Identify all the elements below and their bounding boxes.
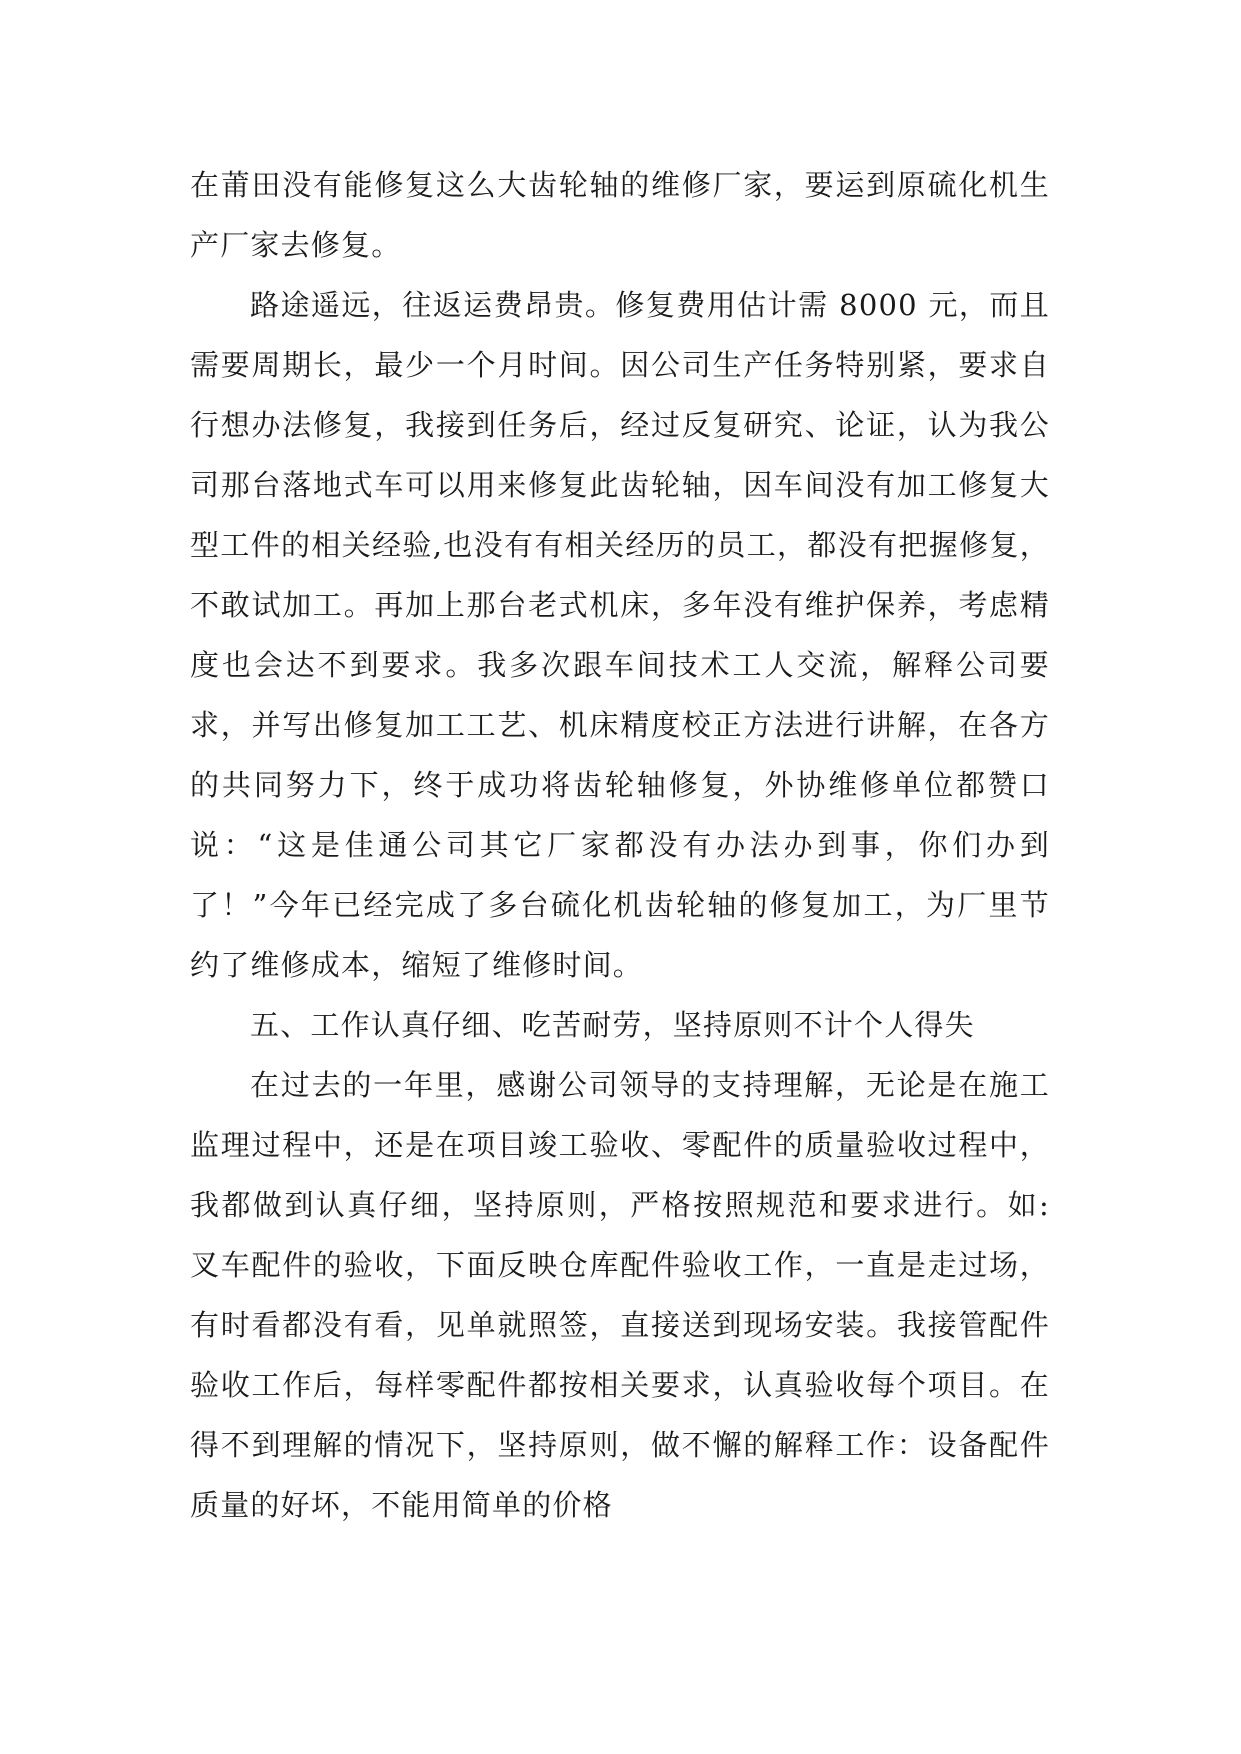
document-body: [190, 155, 1050, 1535]
paragraph-parts-inspection: 在过去的一年里，感谢公司领导的支持理解，无论是在施工监理过程中，还是在项目竣工验收、零配件的质量验收过程中，我都做到认真仔细，坚持原则，严格按照规范和要求进行。如: 叉车配件的验收，下面反映仓库配件验收工作，一直是走过场，有时看都没有看，见单就照签，直接送到现场安装。我接管配件验收工作后，每样零配件都按相关要求，认真验收每个项目。在得不到理解的情况下，坚持原则，做不懈的解释工作：设备配件质量的好坏，不能用简单的价格: [190, 1068, 1050, 1522]
paragraph-gear-shaft-repair: 路途遥远，往返运费昂贵。修复费用估计需 8000 元，而且需要周期长，最少一个月时间。因公司生产任务特别紧，要求自行想办法修复，我接到任务后，经过反复研究、论证，认为我公司那台落地式车可以用来修复此齿轮轴，因车间没有加工修复大型工件的相关经验,也没有有相关经历的员工，都没有把握修复，不敢试加工。再加上那台老式机床，多年没有维护保养，考虑精度也会达不到要求。我多次跟车间技术工人交流，解释公司要求，并写出修复加工工艺、机床精度校正方法进行讲解，在各方的共同努力下，终于成功将齿轮轴修复，外协维修单位都赞口说：“这是佳通公司其它厂家都没有办法办到事，你们办到了！”今年已经完成了多台硫化机齿轮轴的修复加工，为厂里节约了维修成本，缩短了维修时间。: [190, 288, 1050, 982]
paragraph-repair-vendor: 在莆田没有能修复这么大齿轮轴的维修厂家，要运到原硫化机生产厂家去修复。: [190, 168, 1050, 262]
section-heading-five: 五、工作认真仔细、吃苦耐劳，坚持原则不计个人得失: [250, 1008, 975, 1042]
